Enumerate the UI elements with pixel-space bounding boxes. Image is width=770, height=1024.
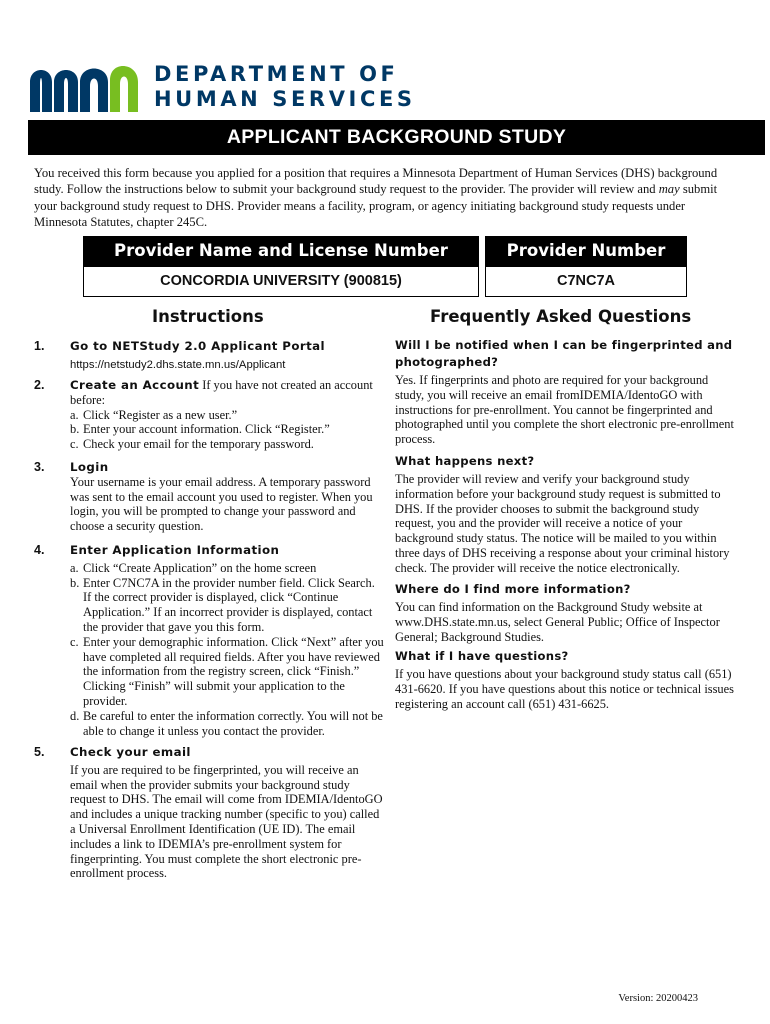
step-3 xyxy=(34,460,384,534)
instructions-title: Instructions xyxy=(152,307,264,326)
list-item xyxy=(70,561,384,576)
faq-answer: Yes. If fingerprints and photo are required for your background study, you will receive an email fromIDEMIA/IdentoGO with instructions for pre-enrollment. You cannot be fingerprinted and photographed until you complete the short electronic pre-enrollment process. xyxy=(395,373,734,447)
step-2 xyxy=(34,378,384,452)
step-1 xyxy=(34,339,384,373)
list-marker: b. xyxy=(70,575,80,590)
intro-emphasis: may xyxy=(658,182,680,197)
provider-name-value: CONCORDIA UNIVERSITY (900815) xyxy=(83,266,479,297)
intro-part-2: submit your background study request to DHS. Provider means a facility, program, or agency initiating background study requests under Minnesota Statutes, chapter 245C. xyxy=(34,182,718,229)
step-number: 3. xyxy=(34,460,45,474)
list-text: Click “Create Application” on the home screen xyxy=(83,560,317,575)
list-text: Be careful to enter the information correctly. You will not be able to change it unless you contact the provider. xyxy=(83,708,383,738)
list-item xyxy=(70,635,384,709)
intro-paragraph xyxy=(34,165,734,230)
provider-number-value: C7NC7A xyxy=(485,266,687,297)
list-marker: b. xyxy=(70,422,80,437)
step-title: Create an Account xyxy=(70,378,200,392)
version-label: Version: 20200423 xyxy=(618,993,698,1004)
list-marker: c. xyxy=(70,634,79,649)
list-item xyxy=(70,709,384,739)
dhs-logo xyxy=(28,60,448,116)
faq-question: Where do I find more information? xyxy=(395,582,631,596)
step-text: If you are required to be fingerprinted, you will receive an email when the provider submits your background study request to DHS. The email will come from IDEMIA/IdentoGO and includes a unique tracking number (specific to you) called a Universal Enrollment Identification (UE ID). The email includes a link to IDEMIA’s pre-enrollment system for fingerprinting. You must complete the short electronic pre-enrollment process. xyxy=(70,762,383,881)
step-title: Login xyxy=(70,460,109,474)
provider-number-header: Provider Number xyxy=(485,236,687,266)
list-marker: a. xyxy=(70,407,79,422)
faq-question: What if I have questions? xyxy=(395,649,569,663)
list-item xyxy=(70,422,384,437)
list-marker: d. xyxy=(70,708,80,723)
faq-answer: You can find information on the Background Study website at www.DHS.state.mn.us, select General Public; Office of Inspector General; Background Studies. xyxy=(395,600,720,644)
mn-logo-icon xyxy=(28,60,140,114)
faq-item xyxy=(395,648,735,711)
faq-item xyxy=(395,337,735,447)
step-4 xyxy=(34,543,384,738)
step-intro xyxy=(70,378,384,408)
list-item xyxy=(70,437,384,452)
logo-text xyxy=(154,62,416,112)
step-number: 4. xyxy=(34,543,45,557)
applicant-portal-link[interactable]: https://netstudy2.dhs.state.mn.us/Applicant xyxy=(70,358,286,371)
step-title: Enter Application Information xyxy=(70,543,280,557)
faq-answer: The provider will review and verify your background study information before your background study request is submitted to DHS. If the provider chooses to submit the background study request, you and the provider will receive a notice of your background study status. The notice will be mailed to you within three days of DHS receiving a response about your criminal history check. The provider will receive the notice electronically. xyxy=(395,472,730,575)
step-number: 2. xyxy=(34,378,45,392)
list-text: Click “Register as a new user.” xyxy=(83,407,238,422)
faq-item xyxy=(395,453,735,576)
step-text: Your username is your email address. A temporary password was sent to the email account you used to register. When you login, you will be prompted to change your password and choose a security question. xyxy=(70,474,373,534)
step-5 xyxy=(34,745,384,881)
list-text: Enter your account information. Click “Register.” xyxy=(83,422,330,437)
logo-line-2: HUMAN SERVICES xyxy=(154,87,416,111)
intro-part-1: You received this form because you applied for a position that requires a Minnesota Department of Human Services (DHS) background study. Follow the instructions below to submit your background study request to the provider. The provider will review and xyxy=(34,166,718,197)
faq-question: Will I be notified when I can be fingerprinted and photographed? xyxy=(395,338,733,369)
list-marker: c. xyxy=(70,437,79,452)
faq-question: What happens next? xyxy=(395,454,535,468)
step-number: 1. xyxy=(34,339,45,353)
provider-name-header: Provider Name and License Number xyxy=(83,236,479,266)
faq-title: Frequently Asked Questions xyxy=(430,307,692,326)
list-marker: a. xyxy=(70,560,79,575)
list-item xyxy=(70,576,384,635)
page-title: APPLICANT BACKGROUND STUDY xyxy=(28,120,765,155)
faq-answer: If you have questions about your background study status call (651) 431-6620. If you have questions about this notice or technical issues registering an account call (651) 431-6625. xyxy=(395,667,734,711)
list-text: Check your email for the temporary password. xyxy=(83,437,314,452)
step-number: 5. xyxy=(34,745,45,759)
step-text: If you have not created an account before: xyxy=(70,378,373,407)
step-title: Check your email xyxy=(70,745,191,759)
logo-line-1: DEPARTMENT OF xyxy=(154,62,399,86)
list-text: Enter your demographic information. Click “Next” after you have completed all required fields. After you have reviewed the information from the registry screen, click “Finish.” Clicking “Finish” will submit your application to the provider. xyxy=(83,634,384,708)
list-text: Enter C7NC7A in the provider number field. Click Search. If the correct provider is displayed, click “Continue Application.” If an incorrect provider is displayed, contact the provider that gave you this form. xyxy=(83,575,375,634)
step-title: Go to NETStudy 2.0 Applicant Portal xyxy=(70,339,325,353)
faq-item xyxy=(395,581,735,644)
list-item xyxy=(70,408,384,423)
